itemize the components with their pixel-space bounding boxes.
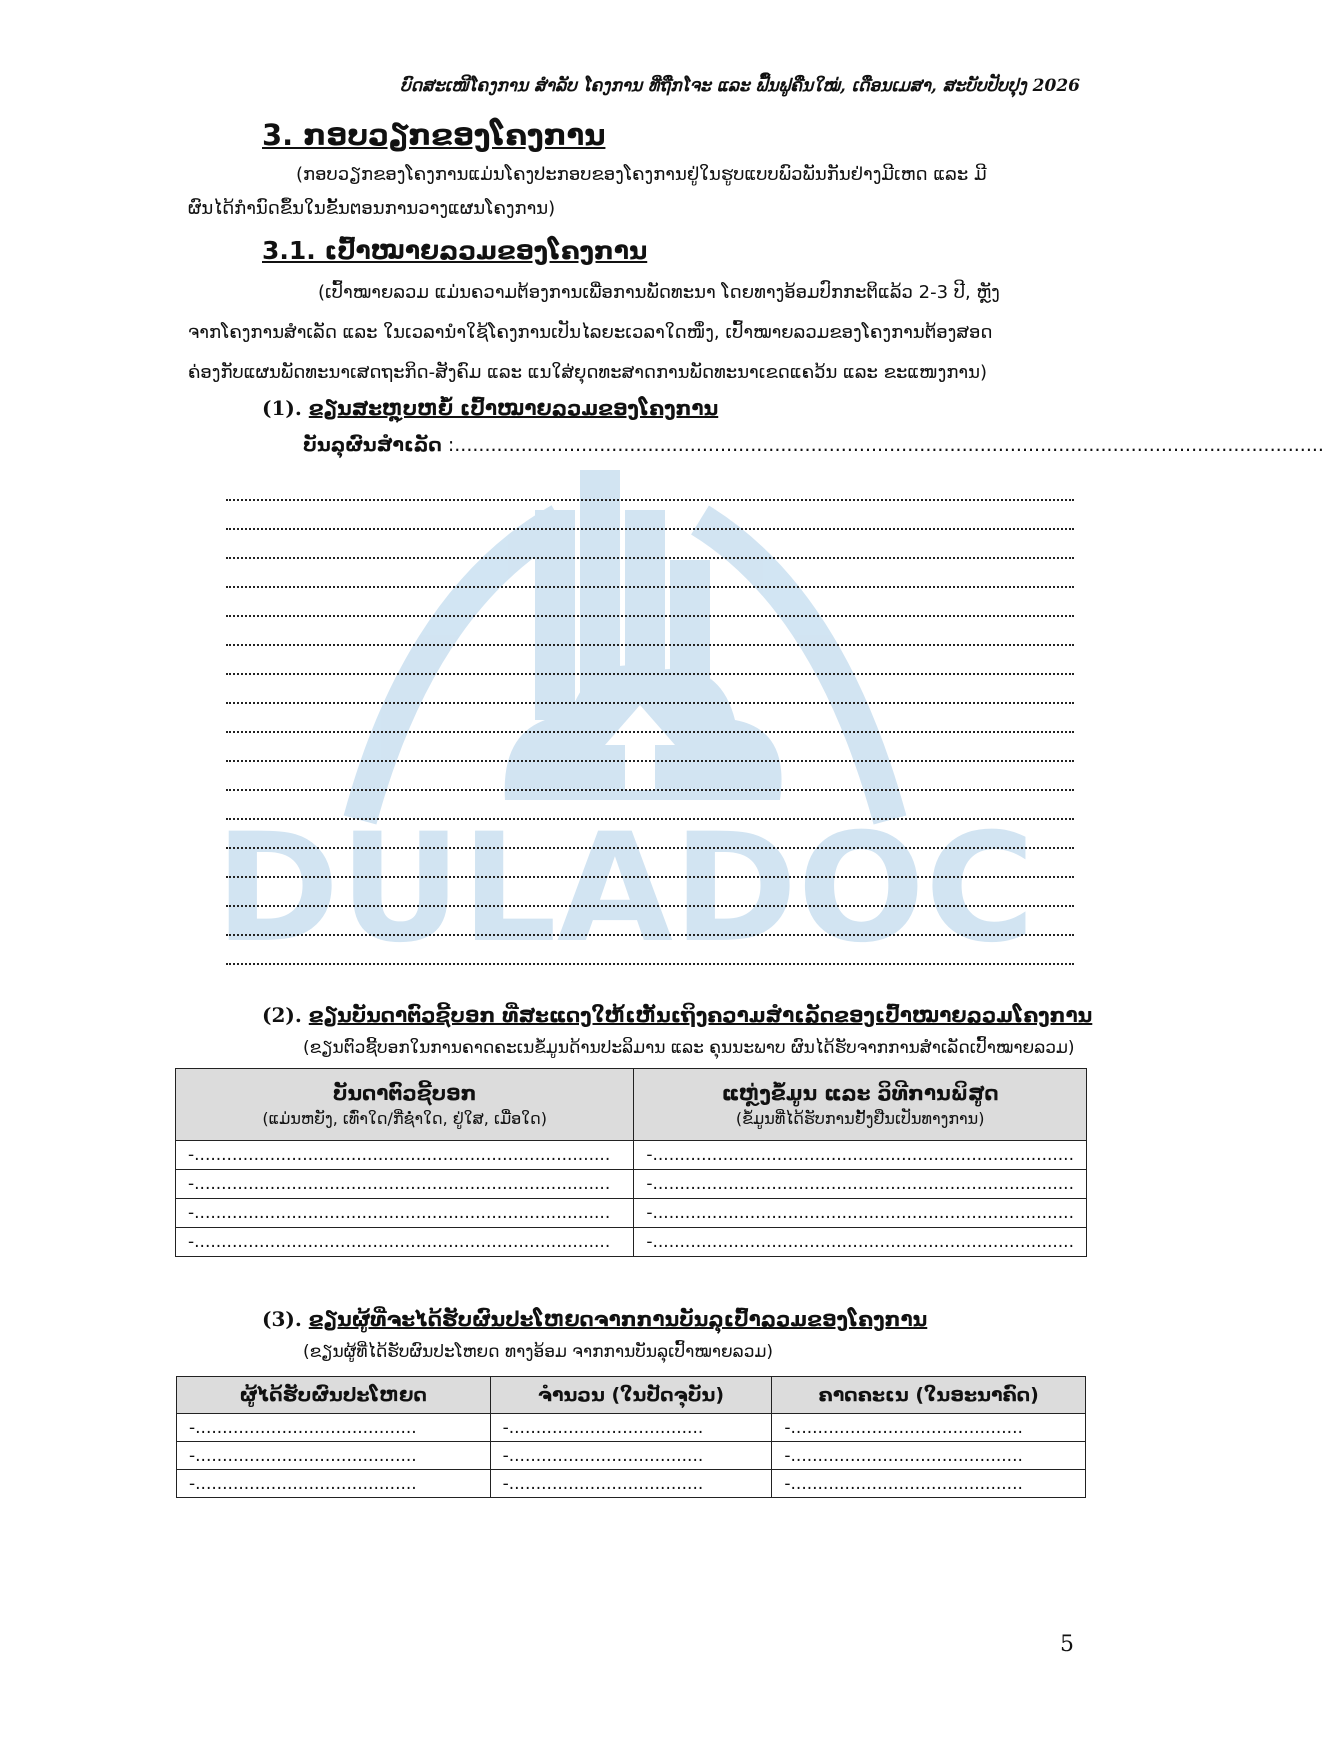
part-1-heading xyxy=(262,396,718,420)
indicator-cell[interactable]: -............................................................................. xyxy=(176,1170,634,1199)
result-value: :................................................................................................................................................ xyxy=(441,434,1324,456)
beneficiary-header: ຜູ້ໄດ້ຮັບຜົນປະໂຫຍດ xyxy=(177,1377,491,1414)
fill-in-line[interactable] xyxy=(226,849,1074,878)
indicator-cell[interactable]: -............................................................................. xyxy=(176,1228,634,1257)
table-row xyxy=(176,1170,1087,1199)
table-row xyxy=(176,1228,1087,1257)
fill-in-line[interactable] xyxy=(226,675,1074,704)
fill-in-line[interactable] xyxy=(226,907,1074,936)
page-number: 5 xyxy=(1060,1632,1074,1657)
fill-in-line[interactable] xyxy=(226,733,1074,762)
table-row xyxy=(177,1414,1086,1442)
indicator-cell[interactable]: -............................................................................. xyxy=(176,1141,634,1170)
indicators-header-title: ບັນດາຕົວຊີ້ບອກ xyxy=(332,1081,477,1105)
fill-in-line[interactable] xyxy=(226,472,1074,501)
table-row xyxy=(176,1199,1087,1228)
running-header: ບົດສະເໜີໂຄງການ ສຳລັບ ໂຄງການ ທີ່ຖືກໂຈະ ແລະ ຟື້ນຟູຄືນໃໝ່, ເດືອນເມສາ, ສະບັບປັບປຸງ 2026 xyxy=(400,76,1080,96)
part-3-heading xyxy=(262,1307,927,1331)
section-3-desc-line-2: ຜົນໄດ້ກຳນົດຂຶ້ນໃນຂັ້ນຕອນການວາງແຜນໂຄງການ) xyxy=(188,198,556,219)
forecast-cell[interactable]: -........................................... xyxy=(772,1442,1086,1470)
sources-header-title: ແຫຼ່ງຂໍ້ມູນ ແລະ ວິທີການພິສູດ xyxy=(721,1081,999,1105)
current-count-cell[interactable]: -.................................... xyxy=(490,1414,772,1442)
result-line xyxy=(303,434,1324,456)
section-3-1-heading: 3.1. ເປົ້າໝາຍລວມຂອງໂຄງການ xyxy=(262,236,648,265)
source-cell[interactable]: -.............................................................................. xyxy=(634,1170,1087,1199)
beneficiary-cell[interactable]: -......................................... xyxy=(177,1470,491,1498)
forecast-cell[interactable]: -........................................... xyxy=(772,1470,1086,1498)
indicators-header xyxy=(176,1069,634,1141)
fill-in-line[interactable] xyxy=(226,617,1074,646)
fill-in-line[interactable] xyxy=(226,936,1074,965)
fill-in-line[interactable] xyxy=(226,820,1074,849)
beneficiary-cell[interactable]: -......................................... xyxy=(177,1442,491,1470)
sources-header-sub: (ຂໍ້ມູນທີ່ໄດ້ຮັບການຢັ້ງຢືນເປັນທາງການ) xyxy=(735,1109,985,1128)
indicators-table xyxy=(175,1068,1087,1257)
sources-header xyxy=(634,1069,1087,1141)
current-count-header: ຈຳນວນ (ໃນປັດຈຸບັນ) xyxy=(490,1377,772,1414)
fill-in-line[interactable] xyxy=(226,501,1074,530)
fill-in-line[interactable] xyxy=(226,646,1074,675)
section-3-heading: 3. ກອບວຽກຂອງໂຄງການ xyxy=(262,118,606,152)
fill-in-line[interactable] xyxy=(226,762,1074,791)
part-3-note: (ຂຽນຜູ້ທີ່ໄດ້ຮັບຜົນປະໂຫຍດ ທາງອ້ອມ ຈາກການບັນລຸເປົ້າໝາຍລວມ) xyxy=(303,1342,774,1362)
beneficiaries-table xyxy=(176,1376,1086,1498)
indicator-cell[interactable]: -............................................................................. xyxy=(176,1199,634,1228)
watermark-text: DULADOC xyxy=(214,802,1036,976)
forecast-cell[interactable]: -........................................... xyxy=(772,1414,1086,1442)
source-cell[interactable]: -.............................................................................. xyxy=(634,1228,1087,1257)
current-count-cell[interactable]: -.................................... xyxy=(490,1442,772,1470)
section-3-desc-line-1: (ກອບວຽກຂອງໂຄງການແມ່ນໂຄງປະກອບຂອງໂຄງການຢູ່ໃນຮູບແບບພົວພັນກັນຢ່າງມີເຫດ ແລະ ມີ xyxy=(296,164,987,185)
fill-in-line[interactable] xyxy=(226,791,1074,820)
source-cell[interactable]: -.............................................................................. xyxy=(634,1199,1087,1228)
part-3-title: ຂຽນຜູ້ທີ່ຈະໄດ້ຮັບຜົນປະໂຫຍດຈາກການບັນລຸເປົ້າລວມຂອງໂຄງການ xyxy=(308,1307,928,1331)
source-cell[interactable]: -.............................................................................. xyxy=(634,1141,1087,1170)
fill-in-lines xyxy=(226,472,1074,965)
section-3-1-desc-line-3: ຄ່ອງກັບແຜນພັດທະນາເສດຖະກິດ-ສັງຄົມ ແລະ ແນໃສ່ຍຸດທະສາດການພັດທະນາເຂດແຄວ້ນ ແລະ ຂະແໜງການ) xyxy=(188,362,988,383)
fill-in-line[interactable] xyxy=(226,530,1074,559)
fill-in-line[interactable] xyxy=(226,878,1074,907)
fill-in-line[interactable] xyxy=(226,588,1074,617)
fill-in-line[interactable] xyxy=(226,559,1074,588)
beneficiary-cell[interactable]: -......................................... xyxy=(177,1414,491,1442)
current-count-cell[interactable]: -.................................... xyxy=(490,1470,772,1498)
part-3-number: (3). xyxy=(262,1307,302,1331)
section-3-1-desc-line-2: ຈາກໂຄງການສຳເລັດ ແລະ ໃນເວລານຳໃຊ້ໂຄງການເປັນໄລຍະເວລາໃດໜຶ່ງ, ເປົ້າໝາຍລວມຂອງໂຄງການຕ້ອງສອດ xyxy=(188,322,993,343)
result-label: ບັນລຸຜົນສຳເລັດ xyxy=(303,434,442,456)
part-2-heading xyxy=(262,1003,1092,1027)
fill-in-line[interactable] xyxy=(226,704,1074,733)
part-2-number: (2). xyxy=(262,1003,302,1027)
part-2-title: ຂຽນບັນດາຕົວຊີ້ບອກ ທີ່ສະແດງໃຫ້ເຫັນເຖິງຄວາມສຳເລັດຂອງເປົ້າໝາຍລວມໂຄງການ xyxy=(308,1003,1093,1027)
forecast-header: ຄາດຄະເນ (ໃນອະນາຄົດ) xyxy=(772,1377,1086,1414)
part-1-number: (1). xyxy=(262,396,302,420)
part-2-note: (ຂຽນຕົວຊີ້ບອກໃນການຄາດຄະເນຂໍ້ມູນດ້ານປະລິມານ ແລະ ຄຸນນະພາບ ຜົນໄດ້ຮັບຈາກການສຳເລັດເປົ້າໝາຍລວມ) xyxy=(303,1038,1075,1058)
table-row xyxy=(177,1470,1086,1498)
part-1-title: ຂຽນສະຫຼຸບຫຍໍ້ ເປົ້າໝາຍລວມຂອງໂຄງການ xyxy=(308,396,719,420)
table-row xyxy=(176,1141,1087,1170)
indicators-header-sub: (ແມ່ນຫຍັງ, ເທົ່າໃດ/ກີ່ຊ່ຳໃດ, ຢູ່ໃສ, ເມື່ອໃດ) xyxy=(262,1109,547,1128)
section-3-1-desc-line-1: (ເປົ້າໝາຍລວມ ແມ່ນຄວາມຕ້ອງການເພື່ອການພັດທະນາ ໂດຍທາງອ້ອມປົກກະຕິແລ້ວ 2-3 ປີ, ຫຼັງ xyxy=(318,282,1000,303)
table-row xyxy=(177,1442,1086,1470)
